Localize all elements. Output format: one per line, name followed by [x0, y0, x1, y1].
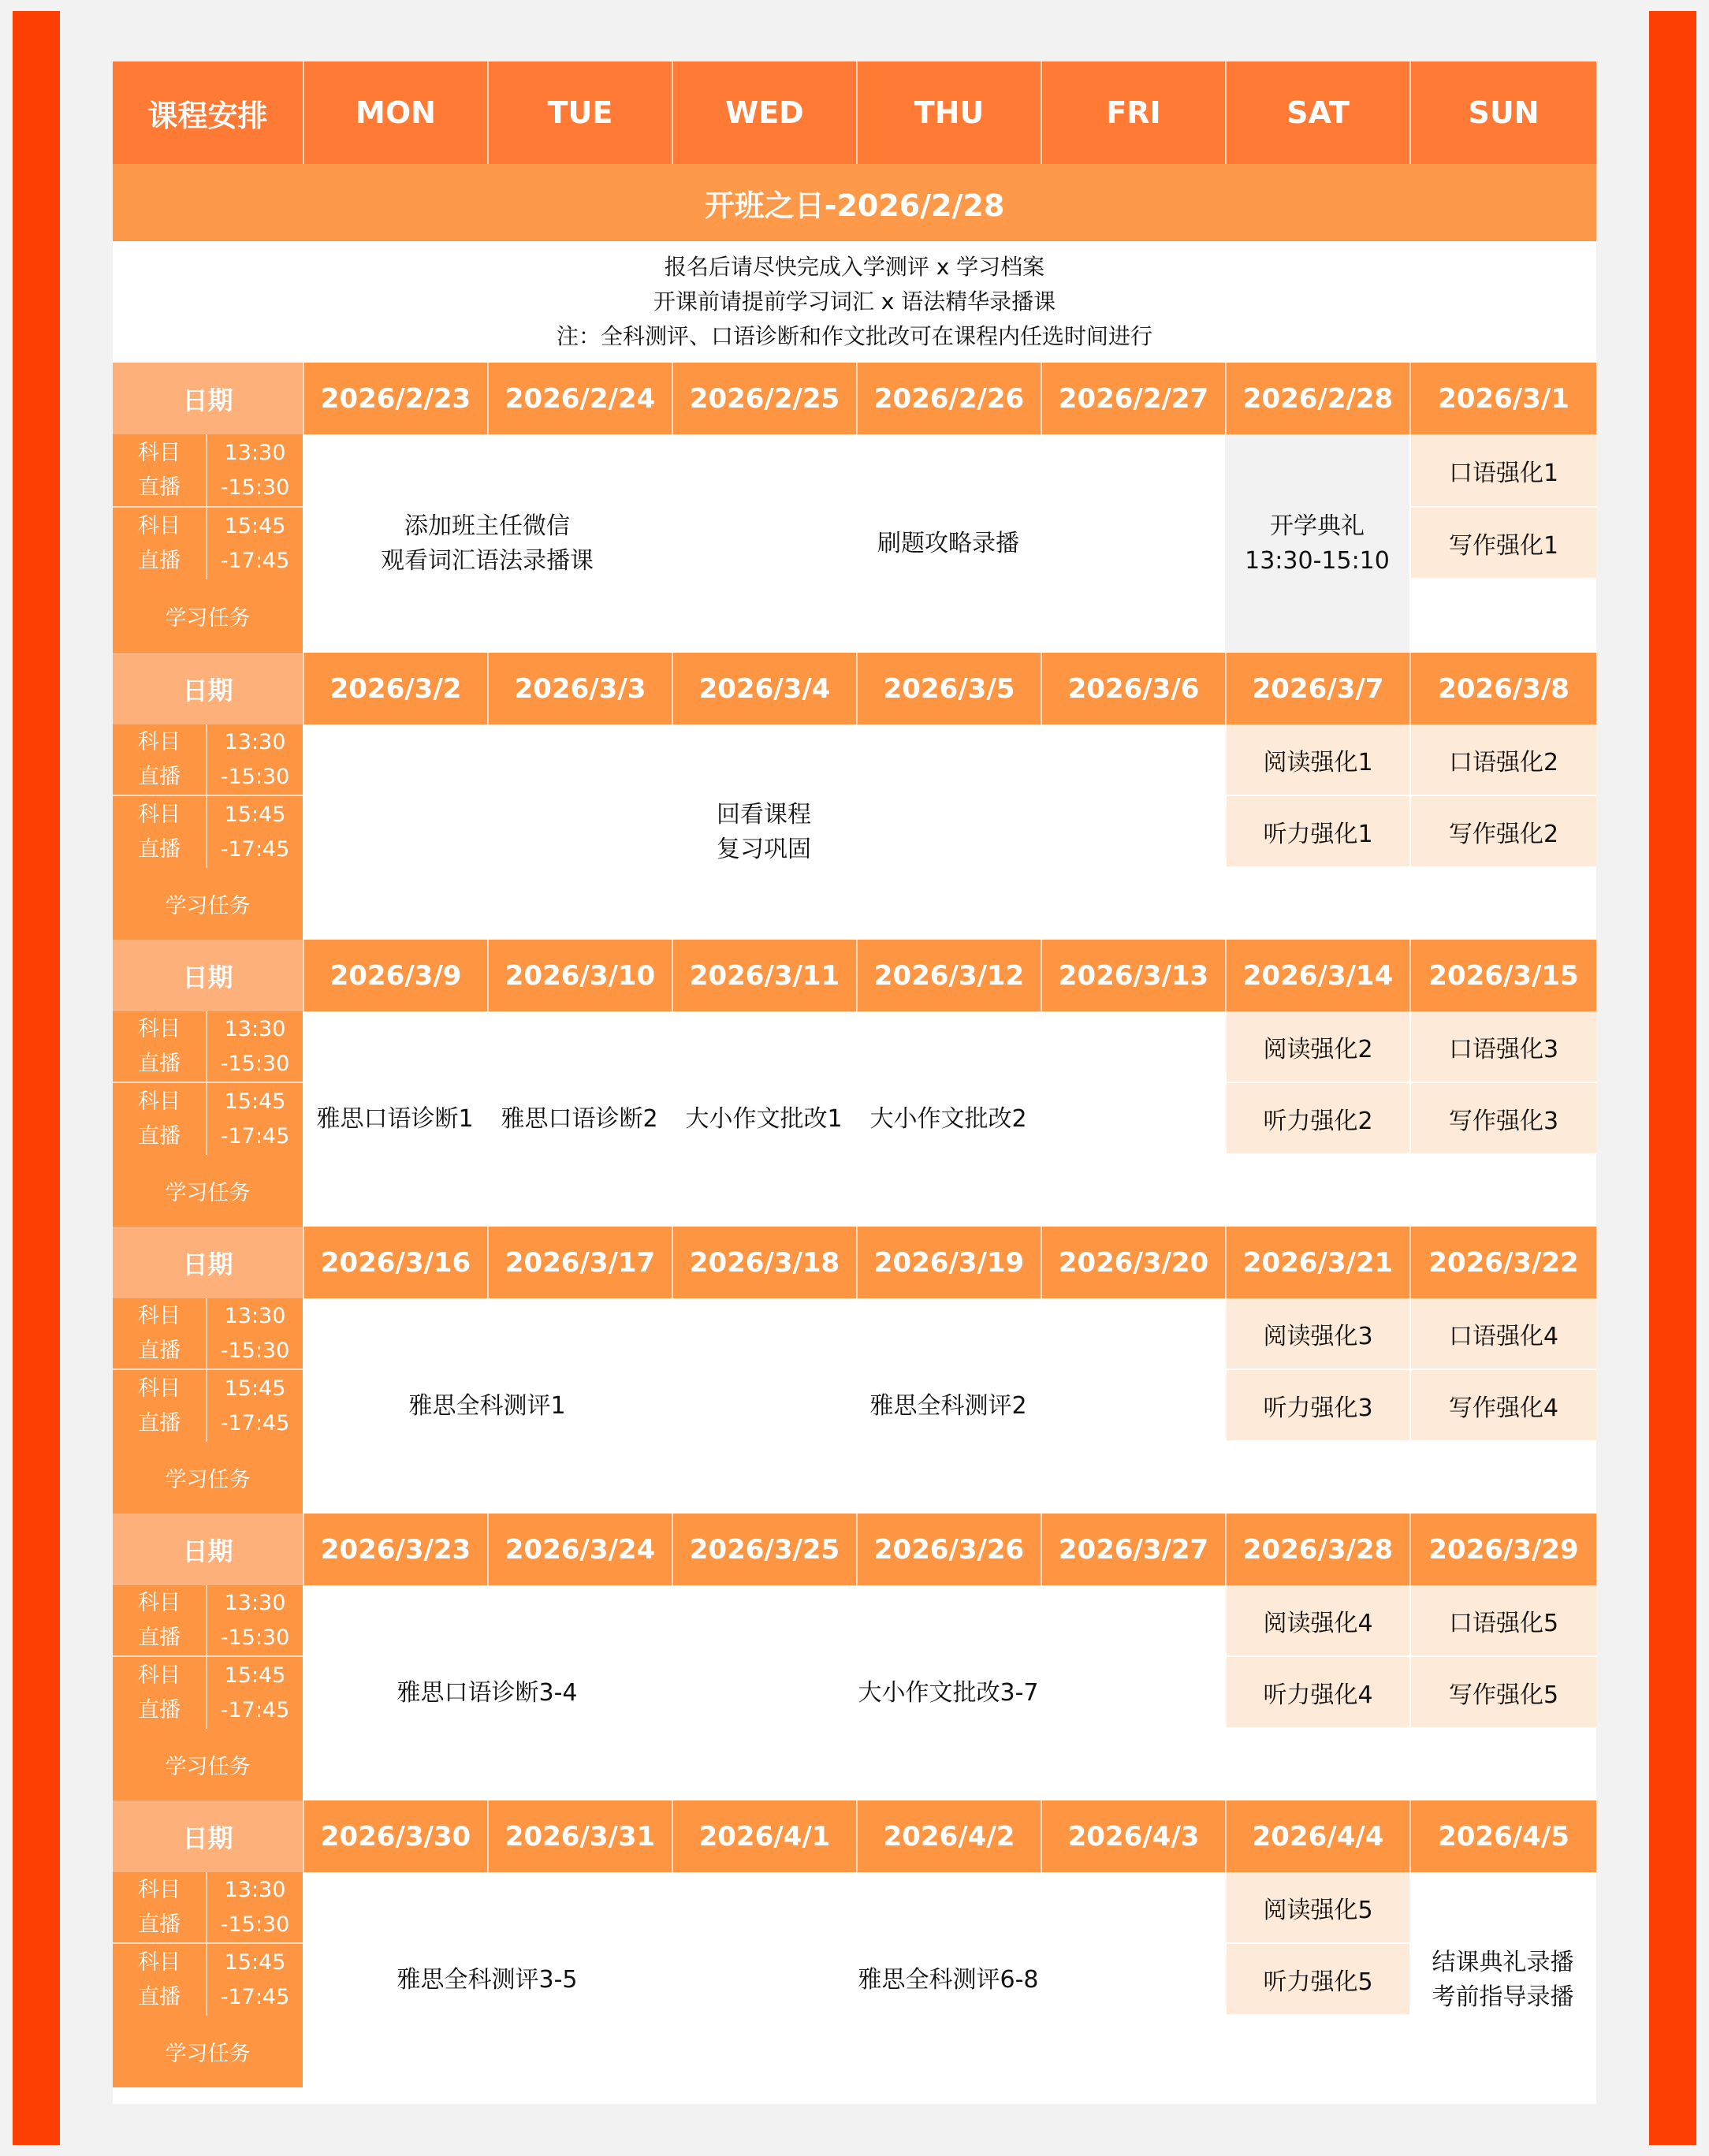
- label-line: 直播: [138, 1625, 181, 1650]
- date-cell: 2026/2/25: [672, 363, 856, 434]
- slot1-time: [207, 1585, 303, 1657]
- slot1-time: [207, 434, 303, 508]
- study-task-label: 学习任务: [113, 2016, 303, 2087]
- label-line: -17:45: [220, 1123, 290, 1149]
- task-content: 大小作文批改1: [672, 1011, 856, 1227]
- date-cell: 2026/3/4: [672, 653, 856, 724]
- date-cell: 2026/3/14: [1225, 940, 1409, 1011]
- sun-session: 写作强化4: [1409, 1370, 1596, 1442]
- label-line: 回看课程: [717, 800, 811, 829]
- label-line: 科目: [138, 1590, 181, 1615]
- task-content: 雅思全科测评6-8: [672, 1872, 1225, 2087]
- label-line: 科目: [138, 513, 181, 538]
- note-line: 注：全科测评、口语诊断和作文批改可在课程内任选时间进行: [556, 323, 1152, 349]
- sun-recording: [1409, 1872, 1596, 2087]
- label-line: 直播: [138, 764, 181, 789]
- opening-ceremony: [1225, 434, 1409, 653]
- task-content: 大小作文批改3-7: [672, 1585, 1225, 1800]
- date-cell: 2026/3/26: [856, 1514, 1041, 1585]
- label-line: 复习巩固: [717, 835, 811, 863]
- date-row-label: 日期: [113, 653, 303, 724]
- label-line: 直播: [138, 475, 181, 500]
- date-cell: 2026/3/12: [856, 940, 1041, 1011]
- date-cell: 2026/3/8: [1409, 653, 1596, 724]
- slot2-time: [207, 796, 303, 868]
- label-line: -15:30: [220, 764, 290, 789]
- sat-session: 阅读强化3: [1225, 1298, 1409, 1370]
- label-line: 直播: [138, 836, 181, 862]
- label-line: -17:45: [220, 1410, 290, 1435]
- date-cell: 2026/2/27: [1041, 363, 1225, 434]
- task-content: 雅思全科测评1: [303, 1298, 672, 1514]
- date-cell: 2026/4/2: [856, 1800, 1041, 1872]
- sun-session: 口语强化5: [1409, 1585, 1596, 1657]
- date-cell: 2026/2/26: [856, 363, 1041, 434]
- task-content: 雅思全科测评2: [672, 1298, 1225, 1514]
- label-line: 13:30: [224, 1877, 286, 1902]
- label-line: 科目: [138, 1877, 181, 1902]
- label-line: 观看词汇语法录播课: [381, 546, 594, 575]
- date-cell: 2026/4/1: [672, 1800, 856, 1872]
- task-content: [303, 434, 672, 653]
- sun-session: 口语强化3: [1409, 1011, 1596, 1083]
- sun-session: 口语强化2: [1409, 724, 1596, 796]
- note-line: 报名后请尽快完成入学测评 x 学习档案: [664, 254, 1045, 280]
- date-cell: 2026/3/19: [856, 1227, 1041, 1298]
- label-line: 直播: [138, 1984, 181, 2009]
- label-line: 13:30: [224, 1016, 286, 1041]
- label-line: -15:30: [220, 1625, 290, 1650]
- date-cell: 2026/2/28: [1225, 363, 1409, 434]
- slot1-time: [207, 1872, 303, 1944]
- sat-session: 听力强化1: [1225, 796, 1409, 868]
- sun-session: 写作强化5: [1409, 1657, 1596, 1729]
- day-header-mon: MON: [303, 61, 487, 164]
- label-line: 直播: [138, 548, 181, 573]
- study-task-label: 学习任务: [113, 868, 303, 940]
- label-line: 科目: [138, 1089, 181, 1114]
- label-line: 15:45: [224, 513, 286, 538]
- sat-session: 听力强化3: [1225, 1370, 1409, 1442]
- date-cell: 2026/3/5: [856, 653, 1041, 724]
- date-cell: 2026/3/2: [303, 653, 487, 724]
- label-line: 15:45: [224, 1376, 286, 1401]
- label-line: -17:45: [220, 1697, 290, 1722]
- date-row-label: 日期: [113, 1227, 303, 1298]
- date-cell: 2026/3/11: [672, 940, 856, 1011]
- date-cell: 2026/2/24: [487, 363, 672, 434]
- label-line: 添加班主任微信: [404, 512, 570, 540]
- day-header-fri: FRI: [1041, 61, 1225, 164]
- day-header-sun: SUN: [1409, 61, 1596, 164]
- label-line: -17:45: [220, 1984, 290, 2009]
- label-line: 科目: [138, 1949, 181, 1975]
- date-row-label: 日期: [113, 940, 303, 1011]
- notes-block: [113, 241, 1596, 363]
- task-content: 雅思口语诊断1: [303, 1011, 487, 1227]
- study-task-label: 学习任务: [113, 579, 303, 653]
- label-line: 科目: [138, 1663, 181, 1688]
- label-line: 直播: [138, 1051, 181, 1076]
- label-line: 科目: [138, 729, 181, 754]
- label-line: 直播: [138, 1338, 181, 1363]
- date-row-label: 日期: [113, 1800, 303, 1872]
- label-line: -17:45: [220, 548, 290, 573]
- day-header-wed: WED: [672, 61, 856, 164]
- date-cell: 2026/3/28: [1225, 1514, 1409, 1585]
- sun-session: 口语强化4: [1409, 1298, 1596, 1370]
- task-content: 雅思全科测评3-5: [303, 1872, 672, 2087]
- day-header-tue: TUE: [487, 61, 672, 164]
- date-cell: 2026/3/3: [487, 653, 672, 724]
- label-line: 科目: [138, 440, 181, 465]
- label-line: 直播: [138, 1123, 181, 1149]
- slot-label-subject-live: [113, 796, 207, 868]
- slot-label-subject-live: [113, 1585, 207, 1657]
- task-content: 大小作文批改2: [856, 1011, 1041, 1227]
- label-line: 13:30: [224, 1590, 286, 1615]
- label-line: -15:30: [220, 1338, 290, 1363]
- label-line: -15:30: [220, 475, 290, 500]
- label-line: 13:30: [224, 1303, 286, 1328]
- sun-session: 写作强化2: [1409, 796, 1596, 868]
- label-line: 15:45: [224, 802, 286, 827]
- date-cell: 2026/3/6: [1041, 653, 1225, 724]
- schedule-table: [113, 61, 1596, 2104]
- left-accent-bar: [13, 11, 60, 2145]
- sat-session: 阅读强化4: [1225, 1585, 1409, 1657]
- sat-session: 阅读强化1: [1225, 724, 1409, 796]
- study-task-label: 学习任务: [113, 1442, 303, 1514]
- slot2-time: [207, 1657, 303, 1729]
- task-content: [303, 724, 1225, 940]
- label-line: -17:45: [220, 836, 290, 862]
- label-line: 15:45: [224, 1663, 286, 1688]
- slot2-time: [207, 1083, 303, 1155]
- sat-session: 听力强化4: [1225, 1657, 1409, 1729]
- date-row-label: 日期: [113, 363, 303, 434]
- date-cell: 2026/3/9: [303, 940, 487, 1011]
- date-row-label: 日期: [113, 1514, 303, 1585]
- slot-label-subject-live: [113, 508, 207, 579]
- label-line: 13:30: [224, 440, 286, 465]
- day-header-sat: SAT: [1225, 61, 1409, 164]
- label-line: 科目: [138, 802, 181, 827]
- date-cell: 2026/4/5: [1409, 1800, 1596, 1872]
- slot2-time: [207, 508, 303, 579]
- date-cell: 2026/3/31: [487, 1800, 672, 1872]
- slot-label-subject-live: [113, 1011, 207, 1083]
- date-cell: 2026/3/20: [1041, 1227, 1225, 1298]
- date-cell: 2026/3/21: [1225, 1227, 1409, 1298]
- label-line: 13:30: [224, 729, 286, 754]
- sun-session: 写作强化3: [1409, 1083, 1596, 1155]
- task-content: 刷题攻略录播: [672, 434, 1225, 653]
- label-line: 考前指导录播: [1432, 1983, 1574, 2011]
- label-line: 直播: [138, 1697, 181, 1722]
- slot-label-subject-live: [113, 1083, 207, 1155]
- right-accent-bar: [1649, 11, 1696, 2145]
- date-cell: 2026/3/24: [487, 1514, 672, 1585]
- task-content-empty: [1041, 1011, 1225, 1227]
- date-cell: 2026/3/30: [303, 1800, 487, 1872]
- start-banner: 开班之日-2026/2/28: [113, 164, 1596, 241]
- slot1-time: [207, 724, 303, 796]
- slot2-time: [207, 1370, 303, 1442]
- label-line: 直播: [138, 1912, 181, 1937]
- date-cell: 2026/3/10: [487, 940, 672, 1011]
- date-cell: 2026/4/4: [1225, 1800, 1409, 1872]
- day-header-thu: THU: [856, 61, 1041, 164]
- label-line: 13:30-15:10: [1245, 546, 1390, 575]
- task-content: 雅思口语诊断2: [487, 1011, 672, 1227]
- label-line: 直播: [138, 1410, 181, 1435]
- label-line: 15:45: [224, 1949, 286, 1975]
- slot-label-subject-live: [113, 1298, 207, 1370]
- task-content: 雅思口语诊断3-4: [303, 1585, 672, 1800]
- sat-session: 听力强化5: [1225, 1944, 1409, 2016]
- label-line: 15:45: [224, 1089, 286, 1114]
- corner-title: 课程安排: [113, 61, 303, 164]
- slot1-time: [207, 1011, 303, 1083]
- label-line: 科目: [138, 1016, 181, 1041]
- sun-session: 口语强化1: [1409, 434, 1596, 508]
- slot-label-subject-live: [113, 1370, 207, 1442]
- slot-label-subject-live: [113, 1944, 207, 2016]
- date-cell: 2026/3/29: [1409, 1514, 1596, 1585]
- date-cell: 2026/3/1: [1409, 363, 1596, 434]
- date-cell: 2026/3/16: [303, 1227, 487, 1298]
- slot-label-subject-live: [113, 1872, 207, 1944]
- slot1-time: [207, 1298, 303, 1370]
- label-line: 科目: [138, 1303, 181, 1328]
- note-line: 开课前请提前学习词汇 x 语法精华录播课: [653, 289, 1056, 315]
- date-cell: 2026/3/23: [303, 1514, 487, 1585]
- sun-session: 写作强化1: [1409, 508, 1596, 579]
- slot-label-subject-live: [113, 1657, 207, 1729]
- label-line: 科目: [138, 1376, 181, 1401]
- sat-session: 阅读强化5: [1225, 1872, 1409, 1944]
- sat-session: 听力强化2: [1225, 1083, 1409, 1155]
- slot2-time: [207, 1944, 303, 2016]
- date-cell: 2026/3/7: [1225, 653, 1409, 724]
- date-cell: 2026/3/25: [672, 1514, 856, 1585]
- date-cell: 2026/3/13: [1041, 940, 1225, 1011]
- label-line: 开学典礼: [1270, 512, 1365, 540]
- date-cell: 2026/3/22: [1409, 1227, 1596, 1298]
- date-cell: 2026/2/23: [303, 363, 487, 434]
- sat-session: 阅读强化2: [1225, 1011, 1409, 1083]
- date-cell: 2026/3/27: [1041, 1514, 1225, 1585]
- study-task-label: 学习任务: [113, 1155, 303, 1227]
- study-task-label: 学习任务: [113, 1729, 303, 1800]
- label-line: -15:30: [220, 1912, 290, 1937]
- date-cell: 2026/3/15: [1409, 940, 1596, 1011]
- date-cell: 2026/3/17: [487, 1227, 672, 1298]
- slot-label-subject-live: [113, 434, 207, 508]
- date-cell: 2026/4/3: [1041, 1800, 1225, 1872]
- label-line: -15:30: [220, 1051, 290, 1076]
- slot-label-subject-live: [113, 724, 207, 796]
- label-line: 结课典礼录播: [1432, 1948, 1574, 1976]
- date-cell: 2026/3/18: [672, 1227, 856, 1298]
